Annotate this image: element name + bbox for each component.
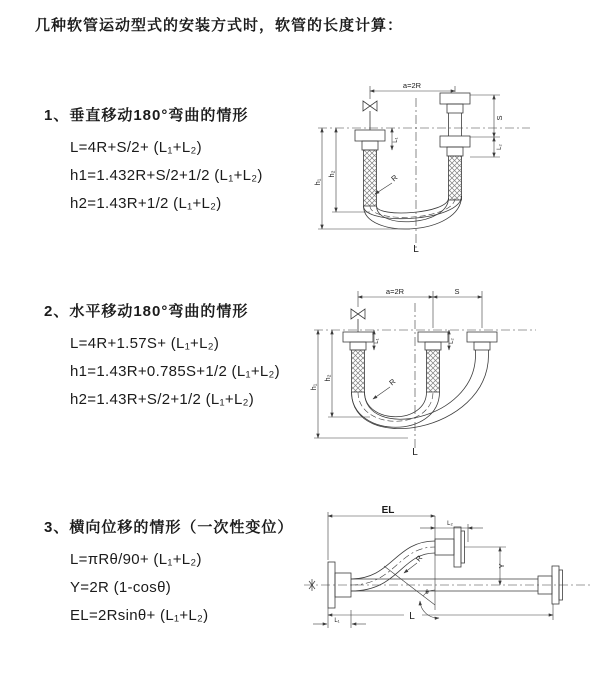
valve-icon [363, 101, 377, 130]
dim-label-l1: L₁ [374, 338, 380, 344]
braided-hose [352, 350, 365, 392]
length-label: L [412, 447, 418, 458]
formula-length: L=4R+S/2+ (L₁+L₂) [70, 139, 202, 156]
hose-u-bend [364, 196, 462, 229]
formula-h1: h1=1.43R+0.785S+1/2 (L₁+L₂) [70, 363, 280, 380]
moving-pipe-flange-far [467, 332, 497, 355]
section-horizontal-movement [44, 300, 280, 419]
dim-label-l1: L₁ [334, 618, 340, 624]
section-1-heading: 1、垂直移动180°弯曲的情形 [44, 107, 249, 124]
dim-label-l2: L₂ [497, 144, 503, 150]
radius-leader [373, 387, 390, 399]
braided-hose [427, 350, 440, 392]
formula-length: L=πRθ/90+ (L₁+L₂) [70, 551, 202, 568]
dim-label-l2: L₂ [447, 521, 453, 527]
dim-label-h2: h₂ [323, 374, 332, 382]
dim-label-h1: h₁ [309, 383, 318, 391]
radius-label: R [389, 172, 400, 184]
dim-label-a2r: a=2R [385, 287, 405, 296]
moving-pipe-flange-near [418, 332, 448, 392]
centerlines [314, 303, 536, 451]
braided-hose [449, 156, 462, 200]
hose-s-curve [351, 541, 435, 591]
length-label: L [413, 244, 419, 255]
formula-length: L=4R+1.57S+ (L₁+L₂) [70, 335, 220, 352]
dim-label-l1: L₁ [393, 137, 399, 143]
fixed-pipe-flange [355, 130, 385, 206]
formula-h2: h2=1.43R+S/2+1/2 (L₁+L₂) [70, 391, 255, 408]
diagram-vertical-180-bend [312, 78, 548, 258]
section-lateral-displacement [44, 516, 293, 635]
dim-label-l2: L₂ [449, 338, 455, 344]
formula-h2: h2=1.43R+1/2 (L₁+L₂) [70, 195, 222, 212]
dimension-el [328, 512, 435, 560]
fixed-pipe-flange [343, 332, 373, 392]
dim-label-h1: h₁ [313, 178, 322, 186]
valve-icon [351, 309, 365, 332]
section-3-heading: 3、横向位移的情形（一次性变位） [44, 519, 294, 536]
dim-label-s: S [495, 115, 504, 121]
radius-label: R [387, 376, 398, 388]
dim-label-y: Y [497, 563, 506, 569]
dim-label-h2: h₂ [327, 170, 336, 178]
moving-pipe-flange [440, 93, 470, 200]
radius-leader [404, 563, 417, 573]
angle-label: θ [425, 590, 429, 596]
diagram-lateral-displacement [300, 502, 595, 652]
section-3-formulas [44, 551, 293, 624]
dimension-a2r-s [358, 291, 482, 328]
dim-label-s: S [454, 287, 460, 296]
section-2-heading: 2、水平移动180°弯曲的情形 [44, 303, 249, 320]
dim-label-a2r: a=2R [402, 81, 422, 90]
section-vertical-movement [44, 104, 263, 223]
length-label: L [409, 611, 415, 622]
section-2-formulas [44, 335, 280, 408]
radius-leader [375, 183, 392, 194]
hose-u-bend [352, 355, 489, 429]
section-1-formulas [44, 139, 263, 212]
dim-label-el: EL [381, 505, 395, 516]
formula-h1: h1=1.432R+S/2+1/2 (L₁+L₂) [70, 167, 263, 184]
formula-y: Y=2R (1-cosθ) [70, 579, 172, 596]
dimension-l [328, 604, 553, 628]
upper-flange [435, 527, 465, 567]
radius-label: R [413, 553, 425, 564]
page-title: 几种软管运动型式的安装方式时，软管的长度计算： [35, 17, 404, 34]
braided-hose [364, 150, 377, 206]
diagram-horizontal-180-bend [308, 283, 558, 459]
formula-el: EL=2Rsinθ+ (L₁+L₂) [70, 607, 209, 624]
dimension-s-l2 [470, 95, 500, 157]
